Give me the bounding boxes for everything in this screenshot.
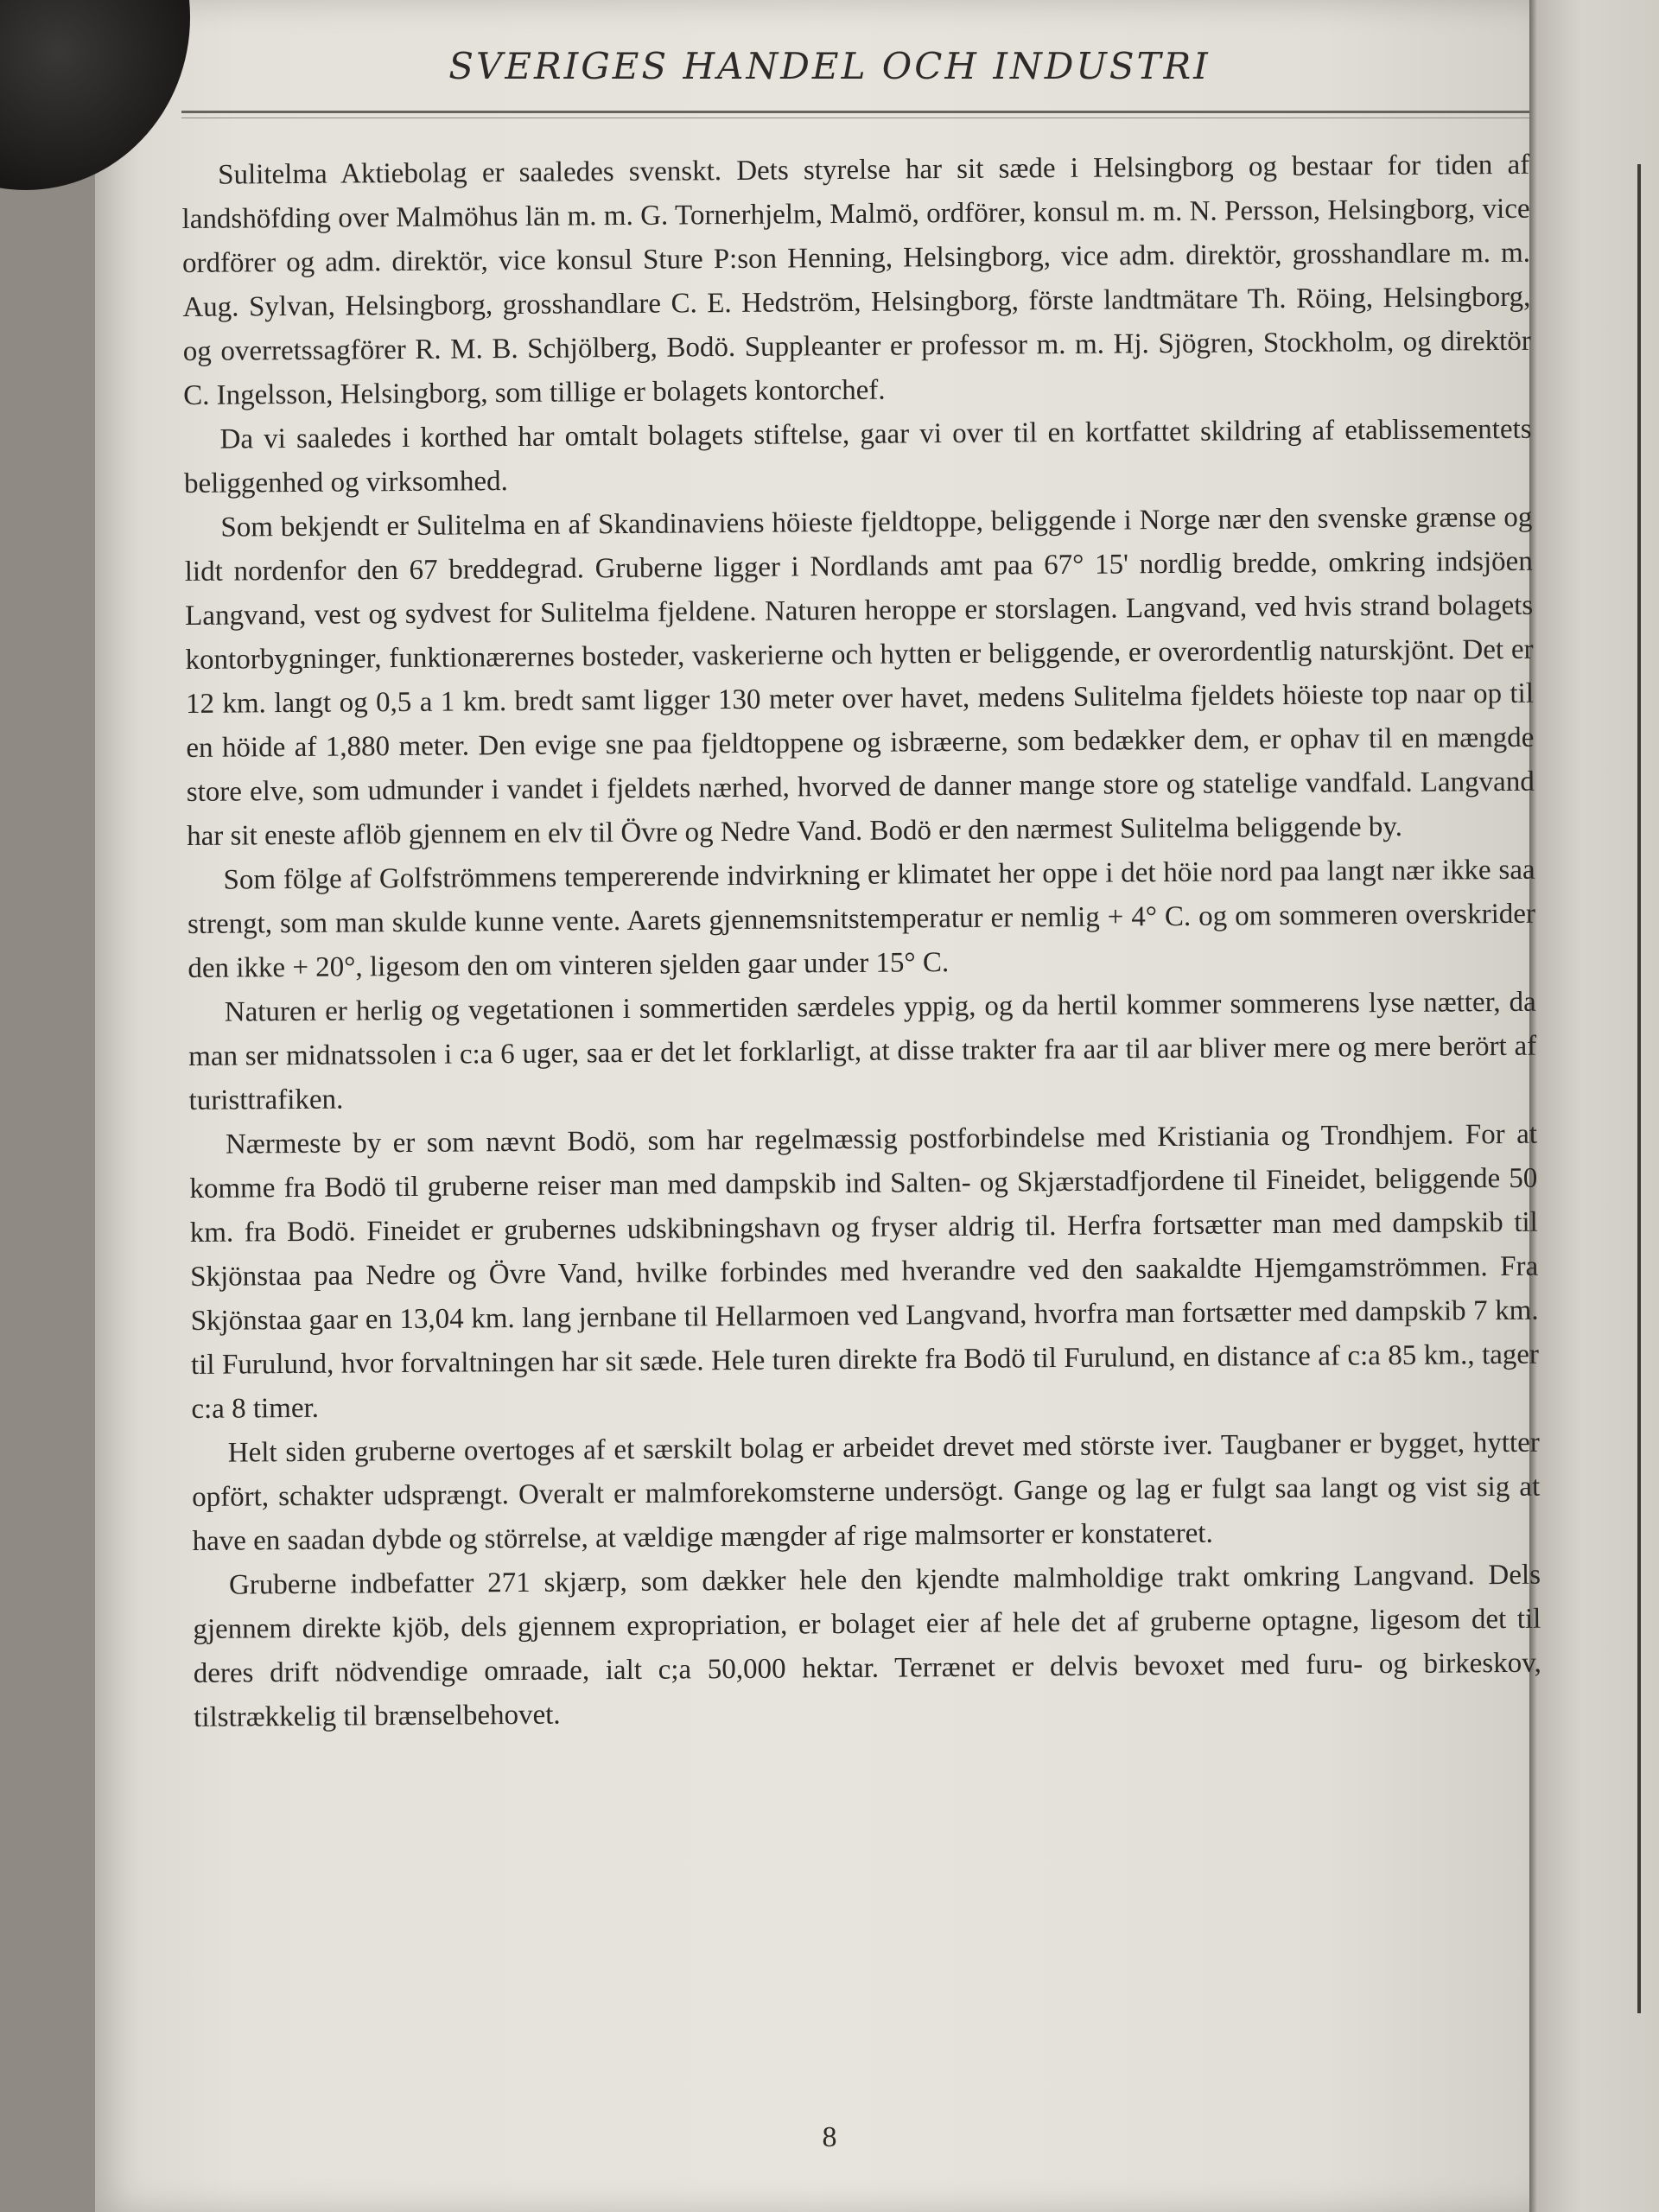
page-number: 8 — [822, 2121, 837, 2153]
paragraph: Helt siden gruberne overtoges af et særskilt bolag er arbeidet drevet med störste iver. Taugbaner er bygget, hytter opfört, schakter udsprængt. Overalt er malmforekomsterne undersögt. Gange og lag er fulgt saa langt og vist sig at have en saadan dybde og störrelse, at vældige mængder af rige malmsorter er konstateret. — [192, 1427, 1541, 1557]
header-rule — [181, 111, 1529, 113]
paragraph: Som bekjendt er Sulitelma en af Skandinaviens höieste fjeldtoppe, beliggende i Norge nær den svenske grænse og lidt nordenfor den 67 breddegrad. Gruberne ligger i Nordlands amt paa 67° 15' nordlig bredde, omkring indsjöen Langvand, vest og sydvest for Sulitelma fjeldene. Naturen heroppe er storslagen. Langvand, ved hvis strand bolagets kontorbygninger, funktionærernes bosteder, vaskerierne och hytten er beliggende, er overordentlig naturskjönt. Det er 12 km. langt og 0,5 a 1 km. bredt samt ligger 130 meter over havet, medens Sulitelma fjeldets höieste top naar op til en höide af 1,880 meter. Den evige sne paa fjeldtoppene og isbræerne, som bedækker dem, er ophav til en mængde store elve, som udmunder i vandet i fjeldets nærhed, hvorved de danner mange store og statelige vandfald. Langvand har sit eneste aflöb gjennem en elv til Övre og Nedre Vand. Bodö er den nærmest Sulitelma beliggende by. — [184, 501, 1535, 852]
paragraph: Som fölge af Golfströmmens tempererende indvirkning er klimatet her oppe i det höie nord paa langt nær ikke saa strengt, som man skulde kunne vente. Aarets gjennemsnitstemperatur er nemlig + 4° C. og om sommeren overskrider den ikke + 20°, ligesom den om vinteren sjelden gaar under 15° C. — [187, 854, 1536, 984]
body-text — [181, 143, 1541, 1740]
paragraph: Naturen er herlig og vegetationen i sommertiden særdeles yppig, og da hertil kommer sommerens lyse nætter, da man ser midnatssolen i c:a 6 uger, saa er det let forklarligt, at disse trakter fra aar til aar bliver mere og mere berört af turisttrafiken. — [188, 986, 1537, 1116]
paragraph: Gruberne indbefatter 271 skjærp, som dækker hele den kjendte malmholdige trakt omkring Langvand. Dels gjennem direkte kjöb, dels gjennem expropriation, er bolaget eier af hele det af gruberne optagne, ligesom det til deres drift nödvendige omraade, ialt c;a 50,000 hektar. Terrænet er delvis bevoxet med furu- og birkeskov, tilstrækkelig til brænselbehovet. — [193, 1559, 1541, 1733]
next-page-rule — [1637, 164, 1641, 2013]
paragraph: Da vi saaledes i korthed har omtalt bolagets stiftelse, gaar vi over til en kortfattet skildring af etablissementets beliggenhed og virksomhed. — [183, 413, 1532, 499]
paragraph: Sulitelma Aktiebolag er saaledes svenskt. Dets styrelse har sit sæde i Helsingborg og bestaar for tiden af landshöfding over Malmöhus län m. m. G. Tornerhjelm, Malmö, ordförer, konsul m. m. N. Persson, Helsingborg, vice ordförer og adm. direktör, vice konsul Sture P:son Henning, Helsingborg, vice adm. direktör, grosshandlare m. m. Aug. Sylvan, Helsingborg, grosshandlare C. E. Hedström, Helsingborg, förste landtmätare Th. Röing, Helsingborg, og overretssagförer R. M. B. Schjölberg, Bodö. Suppleanter er professor m. m. Hj. Sjögren, Stockholm, og direktör C. Ingelsson, Helsingborg, som tillige er bolagets kontorchef. — [181, 149, 1531, 411]
running-header: SVERIGES HANDEL OCH INDUSTRI — [448, 45, 1211, 87]
paragraph: Nærmeste by er som nævnt Bodö, som har regelmæssig postforbindelse med Kristiania og Trondhjem. For at komme fra Bodö til gruberne reiser man med dampskib ind Salten- og Skjærstadfjordene til Fineidet, beliggende 50 km. fra Bodö. Fineidet er grubernes udskibningshavn og fryser aldrig til. Herfra fortsætter man med dampskib til Skjönstaa paa Nedre og Övre Vand, hvilke forbindes med hverandre ved den saakaldte Hjemgamströmmen. Fra Skjönstaa gaar en 13,04 km. lang jernbane til Hellarmoen ved Langvand, hvorfra man fortsætter med dampskib 7 km. til Furulund, hvor forvaltningen har sit sæde. Hele turen direkte fra Bodö til Furulund, en distance af c:a 85 km., tager c:a 8 timer. — [189, 1118, 1540, 1425]
